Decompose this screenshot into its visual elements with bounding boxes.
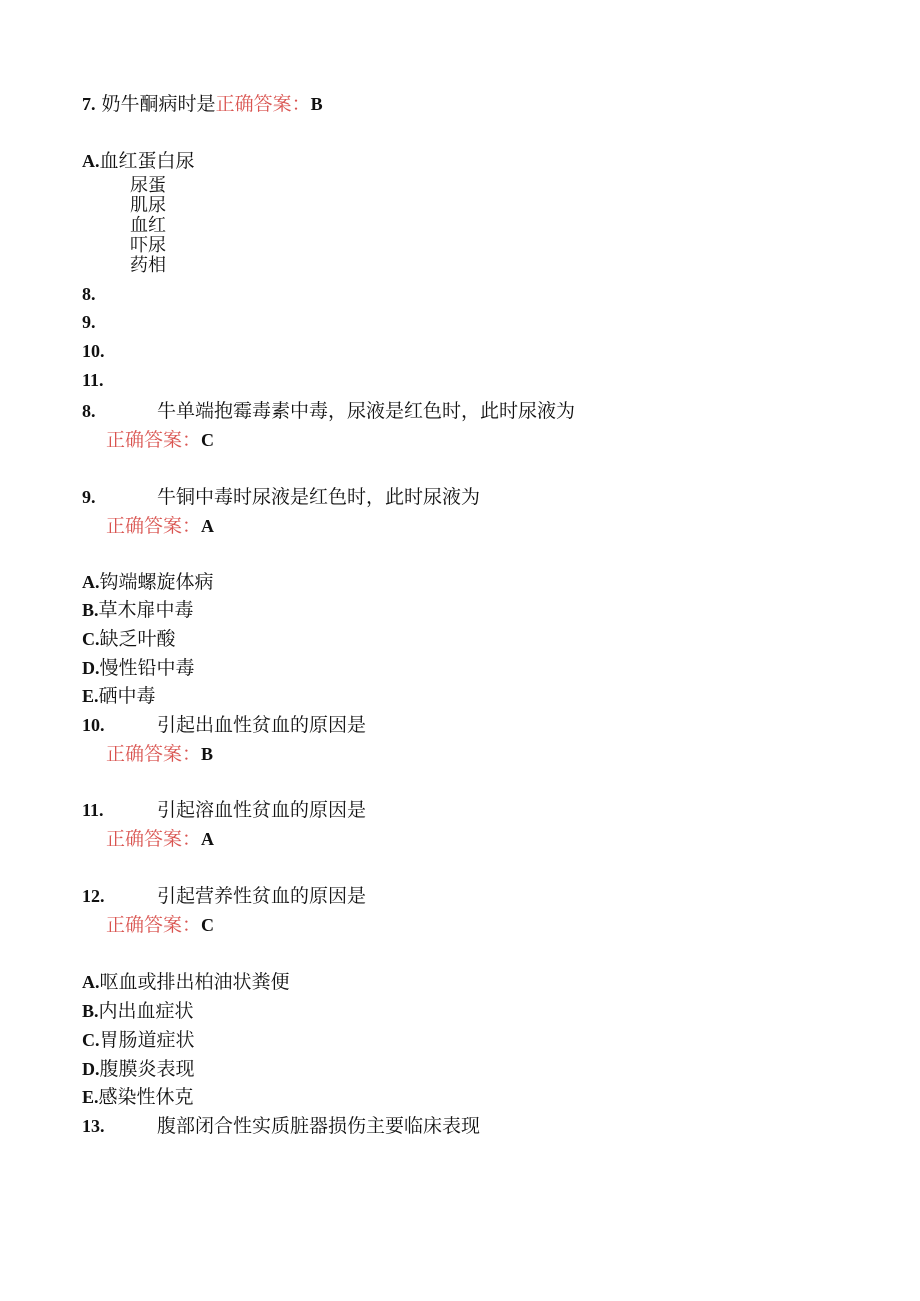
option-text: 胃肠道症状: [99, 1029, 195, 1051]
question-text: 奶牛酮病时是: [101, 93, 216, 115]
number-line: 10.: [82, 341, 105, 361]
question-12: [82, 884, 367, 908]
question-number: 7.: [82, 94, 96, 114]
option-text: 血红蛋白尿: [99, 150, 195, 172]
option-letter: A.: [82, 151, 100, 171]
question-11: [82, 798, 367, 822]
question-text: 牛铜中毒时尿液是红色时，此时尿液为: [157, 486, 481, 508]
answer-line: [106, 913, 214, 937]
option-b: [82, 999, 194, 1023]
number-line: 11.: [82, 370, 104, 390]
option-text: 内出血症状: [98, 1000, 194, 1022]
option-text: 缺乏叶酸: [99, 628, 176, 650]
option-letter: C.: [82, 629, 100, 649]
option-d: [82, 656, 195, 680]
answer-line: [106, 428, 214, 452]
question-text: 腹部闭合性实质脏器损伤主要临床表现: [157, 1115, 481, 1137]
option-letter: E.: [82, 686, 99, 706]
answer-line: [106, 742, 213, 766]
option-letter: B.: [82, 1001, 99, 1021]
option-d: [82, 1057, 195, 1081]
answer-label: 正确答案：: [106, 515, 202, 537]
answer-label: 正确答案：: [106, 828, 202, 850]
option-c: [82, 627, 176, 651]
sub-option: 吓尿: [130, 235, 166, 256]
answer-value: A: [201, 829, 215, 849]
option-letter: A.: [82, 972, 100, 992]
question-13: [82, 1114, 481, 1138]
question-text: 引起溶血性贫血的原因是: [157, 799, 367, 821]
option-e: [82, 1085, 194, 1109]
option-text: 硒中毒: [98, 685, 156, 707]
sub-option: 药相: [130, 255, 166, 276]
answer-value: B: [201, 744, 214, 764]
answer-label: 正确答案：: [215, 93, 311, 115]
question-number: 8.: [82, 401, 96, 421]
question-number: 12.: [82, 886, 105, 906]
option-letter: D.: [82, 1059, 100, 1079]
question-10: [82, 713, 367, 737]
option-a: [82, 570, 214, 594]
option-letter: C.: [82, 1030, 100, 1050]
number-line: 9.: [82, 312, 96, 332]
question-7: [82, 92, 323, 116]
option-b: [82, 598, 194, 622]
question-number: 10.: [82, 715, 105, 735]
question-text: 牛单端抱霉毒素中毒，尿液是红色时，此时尿液为: [157, 400, 576, 422]
option-c: [82, 1028, 195, 1052]
option-letter: A.: [82, 572, 100, 592]
answer-label: 正确答案：: [106, 429, 202, 451]
option-letter: D.: [82, 658, 100, 678]
answer-line: [106, 514, 214, 538]
sub-option: 血红: [130, 215, 166, 236]
option-text: 草木扉中毒: [98, 599, 194, 621]
answer-value: C: [201, 915, 215, 935]
option-letter: E.: [82, 1087, 99, 1107]
question-text: 引起出血性贫血的原因是: [157, 714, 367, 736]
number-line: 8.: [82, 284, 96, 304]
answer-value: A: [201, 516, 215, 536]
option-text: 腹膜炎表现: [99, 1058, 195, 1080]
option-a: [82, 970, 290, 994]
question-text: 引起营养性贫血的原因是: [157, 885, 367, 907]
option-a: [82, 149, 195, 173]
sub-option: 肌尿: [130, 195, 166, 216]
question-8: [82, 399, 576, 423]
question-9: [82, 485, 481, 509]
option-letter: B.: [82, 600, 99, 620]
answer-value: C: [201, 430, 215, 450]
answer-label: 正确答案：: [106, 914, 202, 936]
sub-option-list: [130, 176, 166, 276]
option-text: 钩端螺旋体病: [99, 571, 214, 593]
question-number: 13.: [82, 1116, 105, 1136]
option-text: 慢性铅中毒: [99, 657, 195, 679]
option-text: 感染性休克: [98, 1086, 194, 1108]
option-text: 呕血或排出柏油状粪便: [99, 971, 290, 993]
answer-line: [106, 827, 214, 851]
question-number: 11.: [82, 800, 104, 820]
question-number: 9.: [82, 487, 96, 507]
sub-option: 尿蛋: [130, 175, 166, 196]
answer-label: 正确答案：: [106, 743, 202, 765]
answer-value: B: [310, 94, 323, 114]
option-e: [82, 684, 156, 708]
